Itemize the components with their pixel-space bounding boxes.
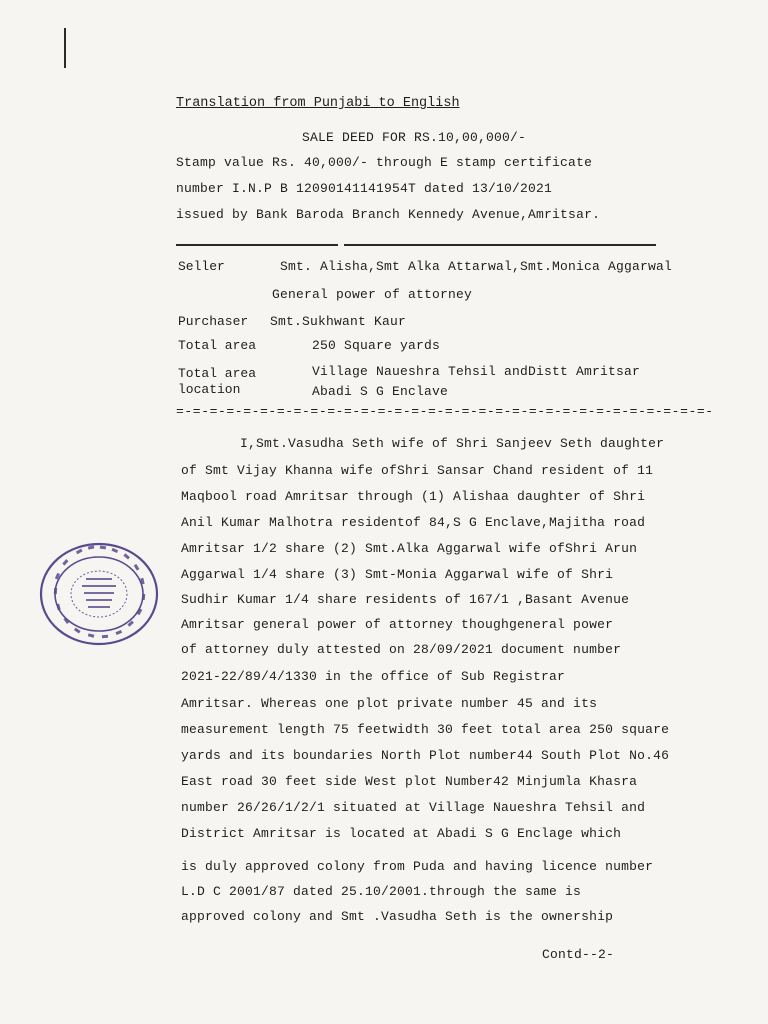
translation-heading: Translation from Punjabi to English (176, 96, 460, 111)
area-value: 250 Square yards (312, 338, 441, 353)
body-line: number 26/26/1/2/1 situated at Village Naueshra Tehsil and (181, 800, 646, 815)
body-line: approved colony and Smt .Vasudha Seth is the ownership (181, 909, 614, 924)
location-label-2: location (178, 382, 241, 397)
body-line: District Amritsar is located at Abadi S G Enclage which (181, 826, 622, 841)
deed-title: SALE DEED FOR RS.10,00,000/- (302, 130, 527, 145)
body-line: Maqbool road Amritsar through (1) Alishaa daughter of Shri (181, 489, 646, 504)
continued-marker: Contd--2- (542, 947, 615, 962)
separator-line: =-=-=-=-=-=-=-=-=-=-=-=-=-=-=-=-=-=-=-=-=-=-=-=-=-=-=-=-=-=-=-=- (176, 404, 714, 419)
location-value-1: Village Naueshra Tehsil andDistt Amritsar (312, 364, 641, 379)
purchaser-label: Purchaser (178, 314, 249, 329)
body-line: Aggarwal 1/4 share (3) Smt-Monia Aggarwal wife of Shri (181, 567, 614, 582)
body-line: Amritsar 1/2 share (2) Smt.Alka Aggarwal wife ofShri Arun (181, 541, 638, 556)
stamp-line-3: issued by Bank Baroda Branch Kennedy Avenue,Amritsar. (176, 207, 601, 222)
stamp-line-1: Stamp value Rs. 40,000/- through E stamp certificate (176, 155, 593, 170)
body-line: is duly approved colony from Puda and having licence number (181, 859, 654, 874)
body-line: yards and its boundaries North Plot number44 South Plot No.46 (181, 748, 670, 763)
body-line: Amritsar. Whereas one plot private number 45 and its (181, 696, 598, 711)
stamp-line-2: number I.N.P B 12090141141954T dated 13/10/2021 (176, 181, 553, 196)
body-line: 2021-22/89/4/1330 in the office of Sub Registrar (181, 669, 566, 684)
body-line: L.D C 2001/87 dated 25.10/2001.through the same is (181, 884, 582, 899)
body-line: I,Smt.Vasudha Seth wife of Shri Sanjeev Seth daughter (240, 436, 665, 451)
location-value-2: Abadi S G Enclave (312, 384, 449, 399)
body-line: Anil Kumar Malhotra residentof 84,S G Enclave,Majitha road (181, 515, 646, 530)
purchaser-value: Smt.Sukhwant Kaur (270, 314, 407, 329)
divider-rule-left (176, 244, 338, 246)
body-line: Sudhir Kumar 1/4 share residents of 167/1 ,Basant Avenue (181, 592, 630, 607)
seller-value-2: General power of attorney (272, 287, 473, 302)
body-line: East road 30 feet side West plot Number42 Minjumla Khasra (181, 774, 638, 789)
location-label-1: Total area (178, 366, 257, 381)
seller-label: Seller (178, 259, 225, 274)
area-label: Total area (178, 338, 257, 353)
seller-value: Smt. Alisha,Smt Alka Attarwal,Smt.Monica Aggarwal (280, 259, 673, 274)
body-line: of attorney duly attested on 28/09/2021 document number (181, 642, 622, 657)
notary-stamp (38, 540, 160, 648)
body-line: measurement length 75 feetwidth 30 feet total area 250 square (181, 722, 670, 737)
divider-rule-right (344, 244, 656, 246)
margin-mark (64, 28, 66, 68)
body-line: Amritsar general power of attorney thoughgeneral power (181, 617, 614, 632)
body-line: of Smt Vijay Khanna wife ofShri Sansar Chand resident of 11 (181, 463, 654, 478)
